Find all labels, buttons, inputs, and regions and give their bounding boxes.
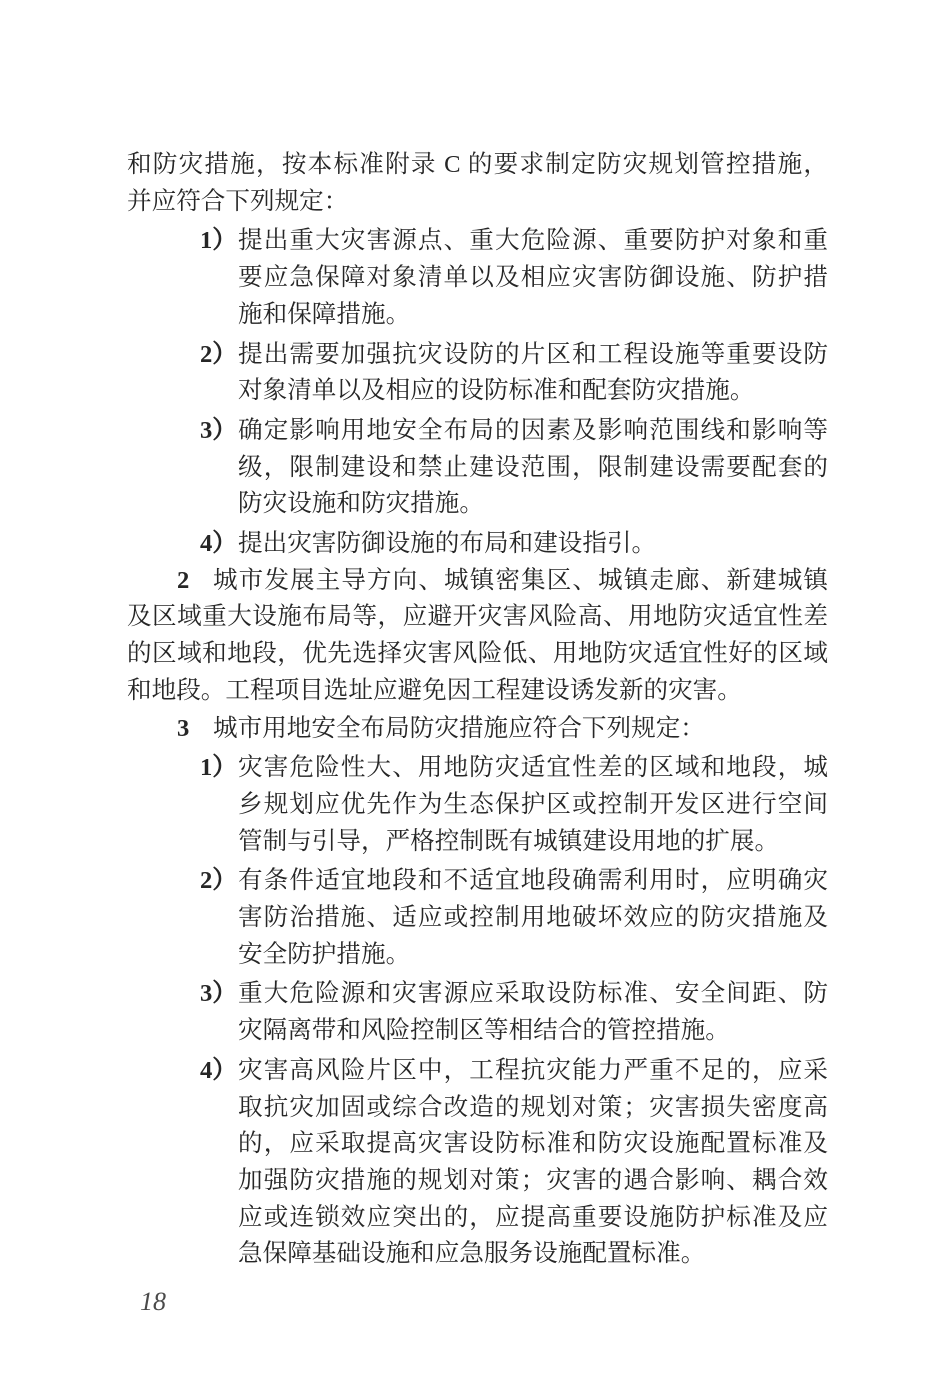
clause-line: 城市用地安全布局防灾措施应符合下列规定： [213,714,705,742]
item-line: 安全防护措施。 [238,940,411,968]
clause-line: 的区域和地段，优先选择灾害风险低、用地防灾适宜性好的区域 [127,640,828,668]
clause-3 [127,711,828,748]
list-item [127,863,828,973]
item-line: 应或连锁效应突出的，应提高重要设施防护标准及应 [238,1203,828,1231]
item-label: 4） [200,530,237,558]
item-line: 对象清单以及相应的设防标准和配套防灾措施。 [238,377,755,405]
item-line: 灾害高风险片区中，工程抗灾能力严重不足的，应采 [238,1056,828,1084]
item-line: 有条件适宜地段和不适宜地段确需利用时，应明确灾 [238,867,828,895]
clause-first-line [127,711,828,748]
item-line: 施和保障措施。 [238,300,411,328]
item-label: 4） [200,1056,237,1084]
item-line: 灾隔离带和风险控制区等相结合的管控措施。 [238,1017,730,1045]
item-label: 3） [200,980,237,1008]
clause-number: 2 [177,566,190,594]
list-item [127,223,828,333]
item-line: 急保障基础设施和应急服务设施配置标准。 [238,1240,706,1268]
item-line: 提出灾害防御设施的布局和建设指引。 [238,530,657,558]
clause-2 [127,563,828,710]
page-body [127,147,828,1273]
item-line: 灾害危险性大、用地防灾适宜性差的区域和地段，城 [238,754,828,782]
item-line: 重大危险源和灾害源应采取设防标准、安全间距、防 [238,980,828,1008]
item-line: 管制与引导，严格控制既有城镇建设用地的扩展。 [238,827,780,855]
item-line: 要应急保障对象清单以及相应灾害防御设施、防护措 [238,264,828,292]
list-item [127,976,828,1049]
item-line: 害防治措施、适应或控制用地破坏效应的防灾措施及 [238,904,828,932]
intro-line: 并应符合下列规定： [127,187,349,215]
item-label: 1） [200,227,237,255]
page-number: 18 [140,1287,166,1316]
item-line: 防灾设施和防灾措施。 [238,490,484,518]
item-line: 提出需要加强抗灾设防的片区和工程设施等重要设防 [238,340,828,368]
list-item [127,526,828,563]
clause-number: 3 [177,714,190,742]
clause-line: 和地段。工程项目选址应避免因工程建设诱发新的灾害。 [127,676,742,704]
item-line: 的，应采取提高灾害设防标准和防灾设施配置标准及 [238,1130,828,1158]
item-line: 加强防灾措施的规划对策；灾害的遇合影响、耦合效 [238,1166,828,1194]
intro-line: 和防灾措施，按本标准附录 C 的要求制定防灾规划管控措施， [127,151,828,178]
intro-paragraph [127,147,828,220]
item-line: 级，限制建设和禁止建设范围，限制建设需要配套的 [238,453,828,481]
clause-line: 城市发展主导方向、城镇密集区、城镇走廊、新建城镇 [213,566,828,594]
clause-first-line [127,563,828,600]
item-label: 2） [200,340,237,368]
list-item [127,750,828,860]
item-line: 确定影响用地安全布局的因素及影响范围线和影响等 [238,416,828,444]
item-label: 3） [200,416,237,444]
list-item [127,413,828,523]
item-line: 乡规划应优先作为生态保护区或控制开发区进行空间 [238,790,828,818]
clause-line: 及区域重大设施布局等，应避开灾害风险高、用地防灾适宜性差 [127,603,828,631]
list-item [127,1053,828,1273]
item-label: 1） [200,754,237,782]
list-item [127,337,828,410]
item-line: 提出重大灾害源点、重大危险源、重要防护对象和重 [238,227,828,255]
item-label: 2） [200,867,237,895]
item-line: 取抗灾加固或综合改造的规划对策；灾害损失密度高 [238,1093,828,1121]
